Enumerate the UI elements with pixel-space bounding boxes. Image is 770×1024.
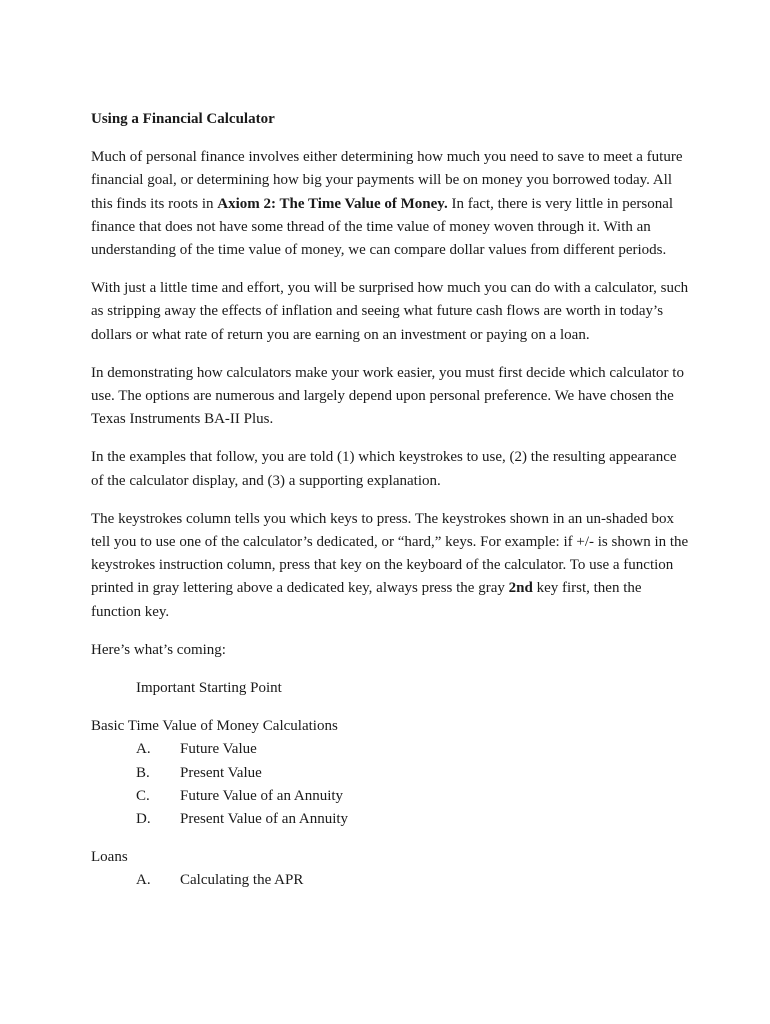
outline-starting-point: Important Starting Point (136, 680, 282, 697)
paragraph-keystrokes-text-start: The keystrokes column tells you which keys to press. The keystrokes shown in an un-shaded box tell you to use one of the calculator’s dedicated, or “hard,” keys. For example: if +/- is shown in the keystrokes instruction column, press that key on the keyboard of the calculator. To use a function printed in gray lettering above a dedicated key, always press the gray (91, 510, 689, 597)
paragraph-examples: In the examples that follow, you are told (1) which keystrokes to use, (2) the resulting appearance of the calculator display, and (3) a supporting explanation. (91, 449, 677, 489)
paragraph-intro (91, 146, 691, 262)
second-key-emphasis: 2nd (508, 580, 533, 597)
list-item (91, 808, 691, 831)
paragraph-intro-text-start: Much of personal finance involves either determining how much you need to save to meet a future financial goal, or determining how big your payments will be on money you borrowed today. All this finds its roots in (91, 149, 683, 212)
list-item-letter: A. (136, 741, 151, 758)
axiom-emphasis: Axiom 2: The Time Value of Money. (217, 195, 448, 212)
list-item-text: Future Value of an Annuity (180, 787, 344, 804)
outline-loans-heading: Loans (91, 849, 128, 866)
paragraph-intro-text-end: In fact, there is very little in personal finance that does not have some thread of the time value of money woven through it. With an understanding of the time value of money, we can compare dollar values from different periods. (91, 195, 674, 259)
paragraph-calculator-benefits: With just a little time and effort, you will be surprised how much you can do with a calculator, such as stripping away the effects of inflation and seeing what future cash flows are worth in today’s dollars or what rate of return you are earning on an investment or paying on a loan. (91, 280, 689, 343)
outline-loans-list (91, 869, 691, 892)
list-item (91, 785, 691, 808)
paragraph-coming-up: Here’s what’s coming: (91, 641, 226, 658)
list-item-text: Present Value (180, 764, 262, 781)
list-item (91, 762, 691, 785)
page-title: Using a Financial Calculator (91, 111, 275, 127)
paragraph-keystrokes-text-end: key first, then the function key. (91, 580, 642, 620)
paragraph-calculator-choice: In demonstrating how calculators make your work easier, you must first decide which calculator to use. The options are numerous and largely depend upon personal preference. We have chosen the Texas Instruments BA-II Plus. (91, 364, 684, 428)
outline-basic-heading: Basic Time Value of Money Calculations (91, 718, 338, 735)
paragraph-keystrokes (91, 508, 691, 624)
list-item-text: Future Value (180, 741, 257, 758)
list-item (91, 869, 691, 892)
outline-basic-list (91, 738, 691, 831)
list-item (91, 738, 691, 761)
list-item-text: Calculating the APR (180, 872, 304, 889)
list-item-letter: B. (136, 764, 150, 781)
list-item-text: Present Value of an Annuity (180, 811, 349, 828)
list-item-letter: A. (136, 872, 151, 889)
document-body (91, 108, 691, 893)
list-item-letter: D. (136, 811, 151, 828)
list-item-letter: C. (136, 787, 150, 804)
